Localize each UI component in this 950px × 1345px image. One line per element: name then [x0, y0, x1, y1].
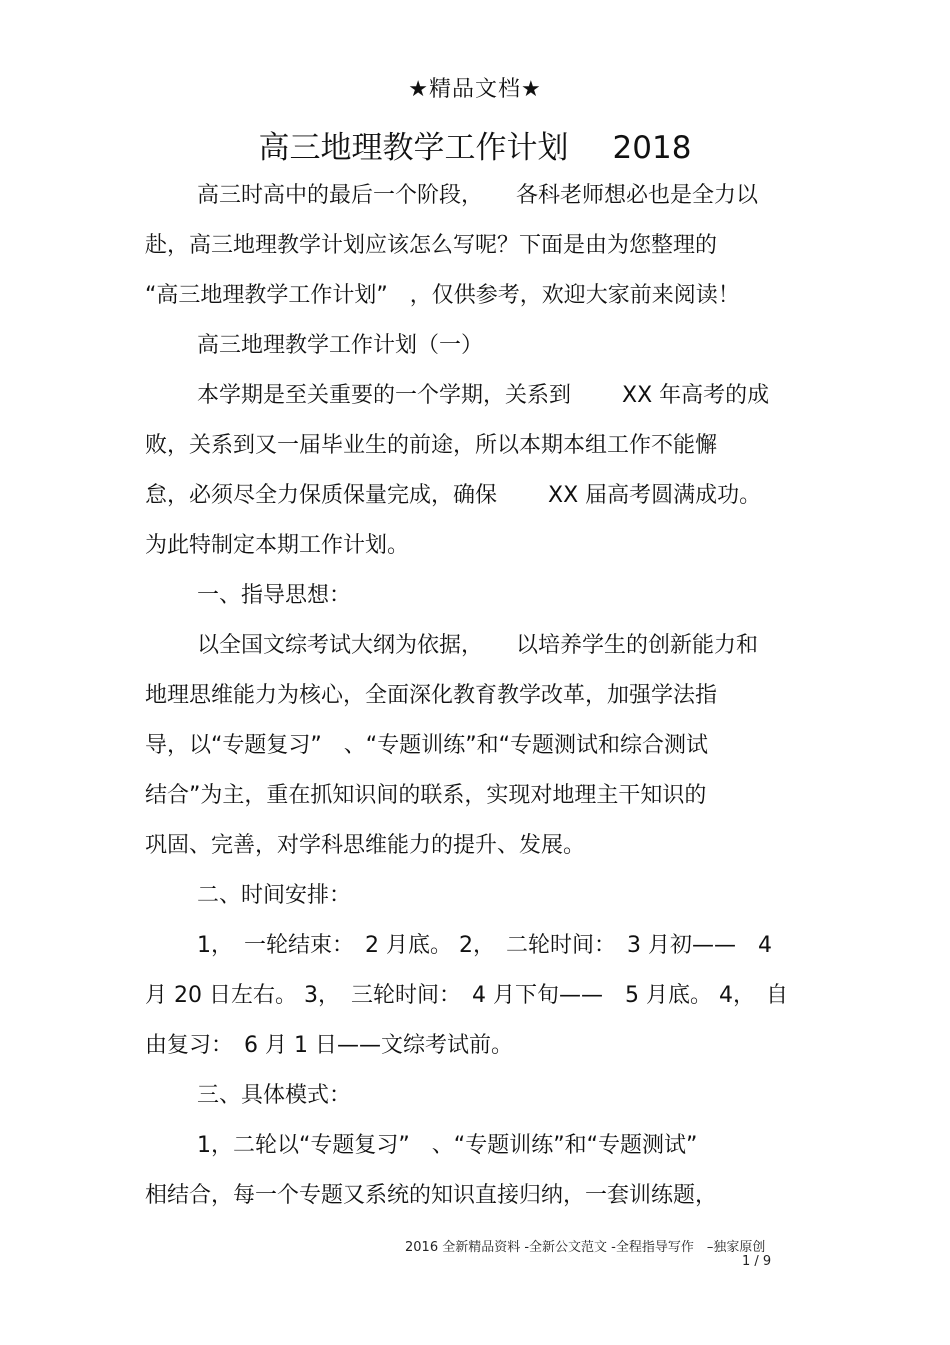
page-header-stamp: ★精品文档★	[408, 77, 542, 102]
paragraph-line: 由复习： 6 月 1 日——文综考试前。	[145, 1033, 513, 1058]
paragraph-line: 以全国文综考试大纲为依据， 以培养学生的创新能力和	[197, 633, 759, 658]
section-heading: 二、时间安排：	[197, 883, 352, 908]
title-text: 高三地理教学工作计划	[258, 130, 569, 166]
paragraph-line: 相结合，每一个专题又系统的知识直接归纳，一套训练题，	[145, 1183, 718, 1208]
paragraph-line: “高三地理教学工作计划” ，仅供参考，欢迎大家前来阅读！	[145, 283, 740, 308]
paragraph-line: 赴，高三地理教学计划应该怎么写呢？下面是由为您整理的	[145, 233, 718, 258]
paragraph-line: 导，以“专题复习” 、“专题训练”和“专题测试和综合测试	[145, 733, 708, 758]
paragraph-line: 结合”为主，重在抓知识间的联系，实现对地理主干知识的	[145, 783, 707, 808]
paragraph-line: 本学期是至关重要的一个学期，关系到 XX 年高考的成	[197, 383, 770, 408]
section-heading: 一、指导思想：	[197, 583, 352, 608]
paragraph-line: 巩固、完善，对学科思维能力的提升、发展。	[145, 833, 586, 858]
paragraph-line: 高三时高中的最后一个阶段， 各科老师想必也是全力以	[197, 183, 759, 208]
section-heading: 三、具体模式：	[197, 1083, 352, 1108]
paragraph-line: 为此特制定本期工作计划。	[145, 533, 410, 558]
paragraph-line: 怠，必须尽全力保质保量完成，确保 XX 届高考圆满成功。	[145, 483, 762, 508]
paragraph-line: 1，二轮以“专题复习” 、“专题训练”和“专题测试”	[197, 1133, 698, 1158]
title-year: 2018	[612, 130, 692, 166]
section-subtitle: 高三地理教学工作计划（一）	[197, 333, 484, 358]
page-footer: 2016 全新精品资料 -全新公文范文 -全程指导写作 –独家原创	[405, 1240, 766, 1255]
paragraph-line: 月 20 日左右。 3， 三轮时间： 4 月下旬—— 5 月底。 4， 自	[145, 983, 788, 1008]
paragraph-line: 地理思维能力为核心，全面深化教育教学改革，加强学法指	[145, 683, 718, 708]
paragraph-line: 1， 一轮结束： 2 月底。 2， 二轮时间： 3 月初—— 4	[197, 933, 772, 958]
page-number: 1 / 9	[742, 1254, 772, 1269]
paragraph-line: 败，关系到又一届毕业生的前途，所以本期本组工作不能懈	[145, 433, 718, 458]
document-title	[0, 122, 950, 167]
